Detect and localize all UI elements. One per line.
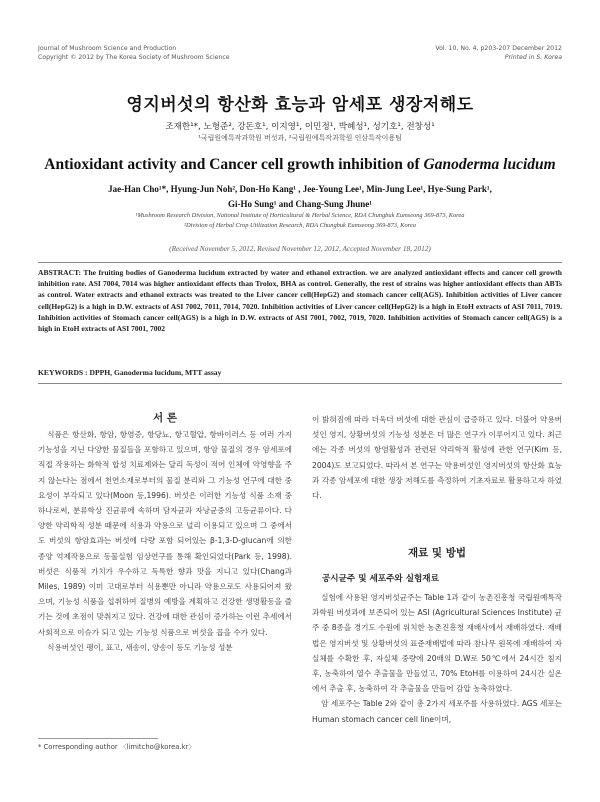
- english-title-main: Antioxidant activity and Cancer cell growth inhibition of: [44, 156, 420, 173]
- printed-line: Printed in S. Korea: [504, 54, 562, 61]
- methods-column: [312, 590, 562, 727]
- copyright-line: Copyright © 2012 by The Korea Society of Mushroom Science: [38, 54, 230, 61]
- english-authors: [60, 182, 540, 212]
- korean-affiliations: ¹국립원예특작과학원 버섯과, ²국립원예특작과학원 인삼특작이용팀: [198, 134, 402, 142]
- english-affil-line2: ²Division of Herbal Crop Utilization Research, RDA Chungbuk Eumseong 369-873, Korea: [184, 222, 416, 229]
- keywords: KEYWORDS : DPPH, Ganoderma lucidum, MTT assay: [38, 368, 222, 377]
- footnote-rule: [38, 738, 158, 739]
- footnote: * Corresponding author 〈limitcho@korea.kr〉: [38, 743, 196, 751]
- journal-header: [38, 44, 230, 62]
- received-dates: (Received November 5, 2012, Revised November 12, 2012, Accepted November 18, 2012): [169, 244, 431, 253]
- intro-paragraph-1: 식품은 항산화, 항암, 항염증, 항당뇨, 항고혈압, 항바이러스 등 여러 가지 기능성을 지닌 다양한 물질들을 포함하고 있으며, 항암 물질의 경우 암세포에 직접 작용하는 화학적 합성 치료제와는 달리 독성이 적어 인체에 악영향을 주지 않는다는 점에서 천연소재로부터의 물질 분리와 그 기능성 연구에 대한 중요성이 부각되고 있다(Moon 등,1996). 버섯은 이러한 기능성 식품 소재 중 하나로써, 분류학상 진균류에 속하며 담자균과 자낭균중의 고등균류이다. 다양한 약리학적 성분 때문에 식용과 약용으로 널리 이용되고 있으며 그 중에서도 버섯의 항암효과는 버섯에 다량 포함 되어있는 β-1,3-D-glucan에 의한 종양 억제작용으로 동물실험 임상연구를 통해 확인되었다(Park 등, 1998). 버섯은 식품적 가치가 우수하고 독특한 향과 맛을 지니고 있다(Chang과 Miles, 1989) 이미 고대로부터 식용뿐만 아니라 약용으로도 사용되어져 왔으며, 기능성 식품을 섭취하여 질병의 예방을 계획하고 건강한 생명활동을 즐기는 것에 초점이 맞춰지고 있다. 건강에 대한 관심이 증가하는 이런 추세에서 사회적으로 이슈가 되고 있는 기능성 식품으로 버섯을 꼽을 수가 있다.: [38, 430, 292, 637]
- english-authors-line1: Jae-Han Cho¹*, Hyung-Jun Noh², Don-Ho Kang¹ , Jee-Young Lee¹, Min-Jung Lee¹, Hye-Sung Park¹,: [108, 184, 492, 194]
- english-title: [0, 156, 600, 174]
- korean-authors: 조재한¹*, 노형준², 강돈호¹, 이지영¹, 이민정¹, 박혜성¹, 성기호¹, 전창성¹: [165, 122, 435, 132]
- abstract-top-rule: [38, 262, 562, 263]
- methods-paragraph-1: 실험에 사용된 영지버섯균주는 Table 1과 같이 농촌진흥청 국립원예특작과학원 버섯과에 보존되어 있는 ASI (Agricultural Sciences Institute) 균주 중 8종을 경기도 수원에 위치한 농촌진흥청 재배사에서 재배하였다. 재배법은 영지버섯 및 상황버섯의 표준재배법에 따라 참나무 원목에 재배하여 자실체를 수확한 후, 자실체 중량에 20배의 D.W로 50℃에서 24시간 침지 후, 농축하여 열수 추출물을 만들었고, 70% EtoH를 이용하여 24시간 실온에서 추출 후, 농축하여 각 추출물을 만들어 감압 농축하였다.: [312, 593, 562, 694]
- methods-paragraph-2: 암 세포주는 Table 2와 같이 총 2가지 세포주를 사용하였다. AGS 세포는 Human stomach cancer cell line이며,: [312, 699, 562, 724]
- intro-right-column: [312, 412, 562, 503]
- volume-header: [435, 44, 562, 62]
- english-title-species: Ganoderma lucidum: [423, 156, 556, 173]
- intro-left-column: [38, 427, 292, 655]
- abstract: ABSTRACT: The fruiting bodies of Ganoderma lucidum extracted by water and ethanol extraction. we are analyzed antioxidant effects and cancer cell growth inhibition rate. ASI 7004, 7014 was higher antioxidant effects than Trolox, BHA as control. Generally, the rest of strains was higher antioxidant effects than ABTs as control. Water extracts and ethanol extracts was treated to the Liver cancer cell(HepG2) and stomach cancer cell(AGS). Inhibition activities of Liver cancer cell(HepG2) is a high in D.W. extracts of ASI 7002, 7011, 7014, 7020. Inhibition activities of Liver cancer cell(HepG2) is a high in EtoH extracts of ASI 7011, 7019. Inhibition activities of Stomach cancer cell(AGS) is a high in D.W. extracts of ASI 7001, 7002, 7019, 7020. Inhibition activities of Stomach cancer cell(AGS) is a high in EtoH extracts of ASI 7001, 7002: [38, 268, 562, 334]
- english-affil-line1: ¹Mushroom Research Division, National Institute of Horticultural & Herbal Science, RDA Chungbuk Eumseong 369-873, Korea: [135, 212, 465, 219]
- keywords-bottom-rule: [38, 383, 562, 384]
- methods-subheading: 공시균주 및 세포주와 실험재료: [322, 574, 439, 584]
- intro-paragraph-2: 식용버섯인 팽이, 표고, 새송이, 양송이 등도 기능성 성분: [47, 642, 233, 652]
- journal-name: Journal of Mushroom Science and Production: [38, 45, 177, 52]
- intro-heading: 서 론: [153, 412, 177, 424]
- volume-line: Vol. 10, No. 4, p203-207 December 2012: [435, 45, 562, 52]
- methods-heading: 재료 및 방법: [407, 547, 467, 559]
- korean-title: 영지버섯의 항산화 효능과 암세포 생장저해도: [126, 95, 474, 115]
- english-authors-line2: Gi-Ho Sung¹ and Chang-Sung Jhune¹: [228, 199, 372, 209]
- english-affiliations: [40, 211, 560, 231]
- intro-continuation: 이 밝혀짐에 따라 더욱더 버섯에 대한 관심이 급증하고 있다. 더불어 약용버섯인 영지, 상황버섯의 기능성 성분은 더 많은 연구가 이루어지고 있다. 최근에는 각종 버섯의 항염활성과 관련된 약리학적 활성에 관한 연구(Kim 등, 2004)도 보고되었다. 따라서 본 연구는 약용버섯인 영지버섯의 항산화 효능과 각종 암세포에 대한 생장 저해도를 측정하여 기초자료로 활용하고자 하였다.: [312, 415, 562, 501]
